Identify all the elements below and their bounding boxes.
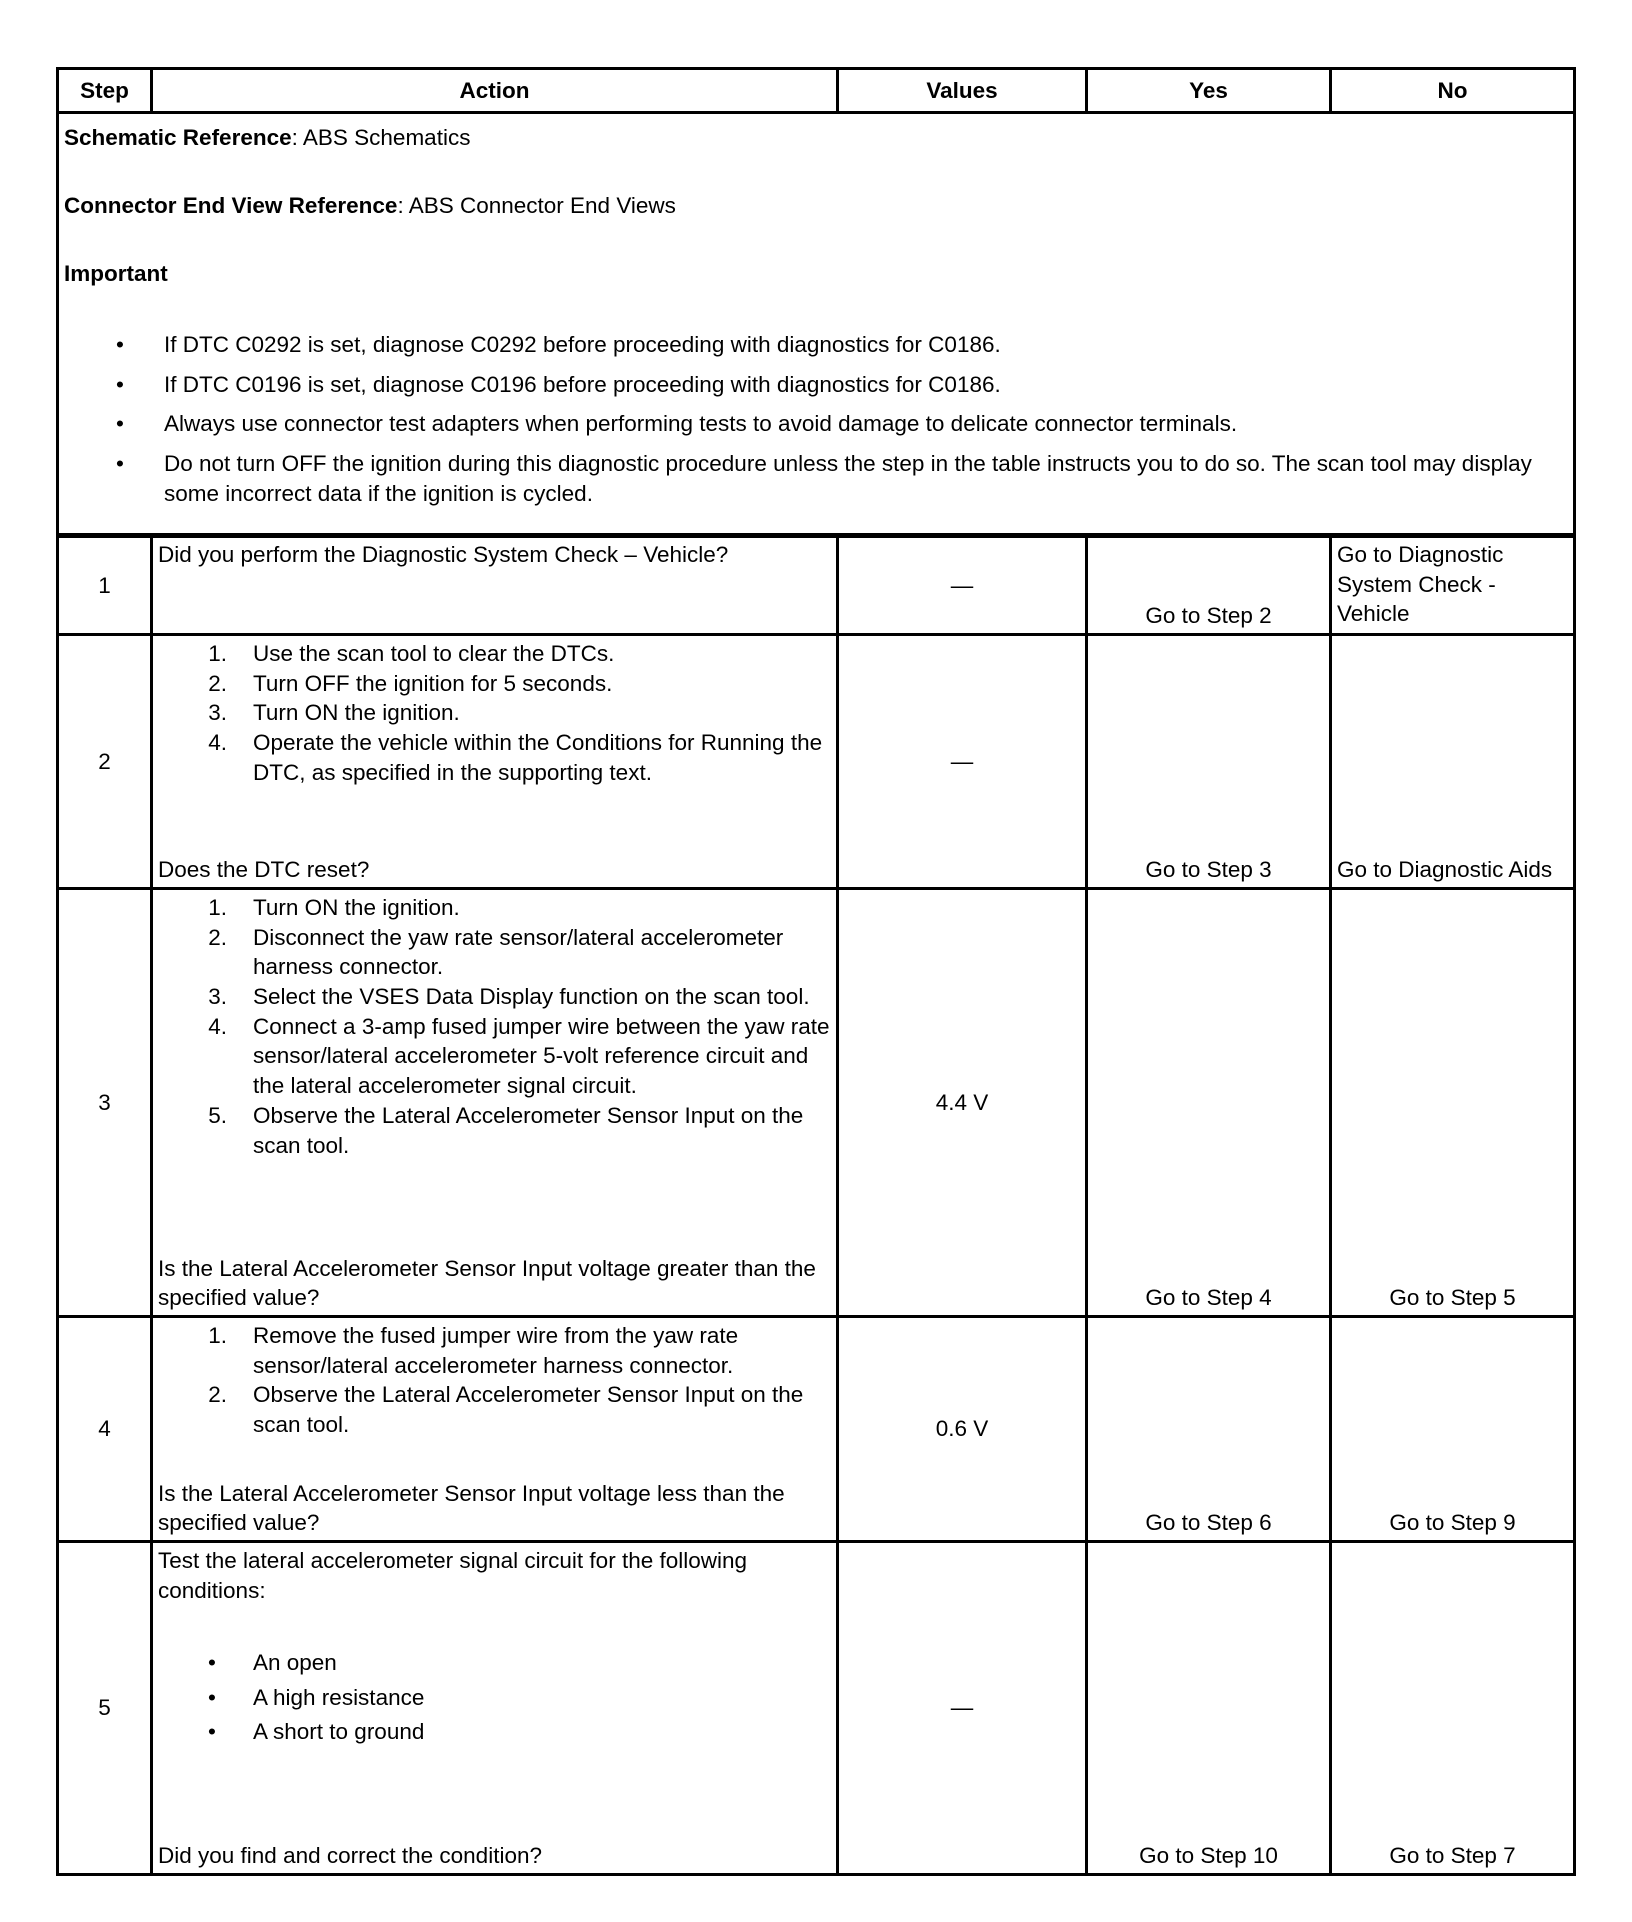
step-question: Did you perform the Diagnostic System Check – Vehicle? xyxy=(158,542,729,567)
schematic-reference xyxy=(64,123,470,153)
step-question: Did you find and correct the condition? xyxy=(158,1843,542,1869)
header-yes: Yes xyxy=(1088,70,1332,111)
table-row-step-2 xyxy=(59,633,1573,887)
step-value: 0.6 V xyxy=(839,1318,1088,1540)
yes-action: Go to Step 6 xyxy=(1088,1318,1332,1540)
yes-action: Go to Step 10 xyxy=(1088,1543,1332,1873)
table-header-row xyxy=(59,70,1573,111)
step-number: 5 xyxy=(59,1543,153,1873)
list-item: 1. Turn ON the ignition. xyxy=(208,895,460,920)
schematic-label: Schematic Reference xyxy=(64,125,292,150)
step-number: 2 xyxy=(59,636,153,887)
header-values: Values xyxy=(839,70,1088,111)
list-item: 4. Operate the vehicle within the Conditions for Running the DTC, as specified in the supporting text. xyxy=(208,730,823,785)
no-action: Go to Step 7 xyxy=(1389,1843,1516,1869)
step-number: 4 xyxy=(59,1318,153,1540)
step-value: 4.4 V xyxy=(839,890,1088,1315)
intro-row xyxy=(59,111,1573,533)
step-value: — xyxy=(839,1543,1088,1873)
yes-action: Go to Step 3 xyxy=(1088,636,1332,887)
yes-action: Go to Step 2 xyxy=(1088,538,1332,633)
list-item: • Do not turn OFF the ignition during this diagnostic procedure unless the step in the table instructs you to do so. The scan tool may display some incorrect data if the ignition is cycled. xyxy=(64,449,1561,508)
no-action: Go to Step 5 xyxy=(1389,1285,1516,1311)
condition-list xyxy=(153,1648,830,1747)
no-action: Go to Diagnostic Aids xyxy=(1337,857,1553,883)
table-row-step-3 xyxy=(59,887,1573,1315)
intro-content xyxy=(59,114,1573,533)
header-no: No xyxy=(1437,77,1468,103)
header-step: Step xyxy=(59,70,153,111)
important-bullet-list xyxy=(64,330,1561,508)
step-action xyxy=(153,538,839,633)
yes-action: Go to Step 4 xyxy=(1088,890,1332,1315)
list-item: • If DTC C0292 is set, diagnose C0292 before proceeding with diagnostics for C0186. xyxy=(64,330,1561,360)
connector-value: : ABS Connector End Views xyxy=(397,193,676,218)
step-value: — xyxy=(839,538,1088,633)
header-action: Action xyxy=(153,70,839,111)
list-item: 3. Turn ON the ignition. xyxy=(208,700,460,726)
list-item: 1. Use the scan tool to clear the DTCs. xyxy=(208,641,615,666)
table-row-step-1 xyxy=(59,533,1573,633)
step-number: 1 xyxy=(59,538,153,633)
table-row-step-5 xyxy=(59,1540,1573,1873)
table-row-step-4 xyxy=(59,1315,1573,1540)
step-instructions xyxy=(153,639,830,787)
list-item: • An open xyxy=(153,1648,830,1678)
schematic-value: : ABS Schematics xyxy=(291,125,471,150)
list-item: • A high resistance xyxy=(153,1683,830,1713)
diagnostic-table xyxy=(56,67,1576,1876)
step-number: 3 xyxy=(59,890,153,1315)
list-item: • Always use connector test adapters when performing tests to avoid damage to delicate connector terminals. xyxy=(64,409,1561,439)
connector-label: Connector End View Reference xyxy=(64,193,398,218)
step-instructions xyxy=(153,1321,830,1440)
no-action: Go to Diagnostic System Check - Vehicle xyxy=(1337,542,1504,627)
step-lead: Test the lateral accelerometer signal circuit for the following conditions: xyxy=(158,1548,748,1603)
list-item: 3. Select the VSES Data Display function on the scan tool. xyxy=(208,984,810,1010)
list-item: 5. Observe the Lateral Accelerometer Sensor Input on the scan tool. xyxy=(208,1102,804,1158)
step-action xyxy=(153,636,839,887)
list-item: • If DTC C0196 is set, diagnose C0196 before proceeding with diagnostics for C0186. xyxy=(64,370,1561,400)
list-item: 4. Connect a 3-amp fused jumper wire between the yaw rate sensor/lateral accelerometer 5-volt reference circuit and the lateral accelerometer signal circuit. xyxy=(208,1013,830,1099)
important-heading: Important xyxy=(64,261,168,286)
no-action: Go to Step 9 xyxy=(1389,1510,1516,1536)
step-action xyxy=(153,890,839,1315)
step-action xyxy=(153,1543,839,1873)
step-question: Is the Lateral Accelerometer Sensor Input voltage greater than the specified value? xyxy=(158,1255,816,1311)
step-action xyxy=(153,1318,839,1540)
step-question: Does the DTC reset? xyxy=(158,857,370,883)
connector-reference xyxy=(64,191,676,221)
list-item: 2. Turn OFF the ignition for 5 seconds. xyxy=(208,670,613,696)
list-item: • A short to ground xyxy=(153,1717,830,1747)
list-item: 1. Remove the fused jumper wire from the yaw rate sensor/lateral accelerometer harness connector. xyxy=(208,1323,739,1378)
list-item: 2. Observe the Lateral Accelerometer Sensor Input on the scan tool. xyxy=(208,1382,804,1438)
step-question: Is the Lateral Accelerometer Sensor Input voltage less than the specified value? xyxy=(158,1480,785,1536)
step-value: — xyxy=(839,636,1088,887)
step-instructions xyxy=(153,893,830,1160)
list-item: 2. Disconnect the yaw rate sensor/lateral accelerometer harness connector. xyxy=(208,924,784,980)
